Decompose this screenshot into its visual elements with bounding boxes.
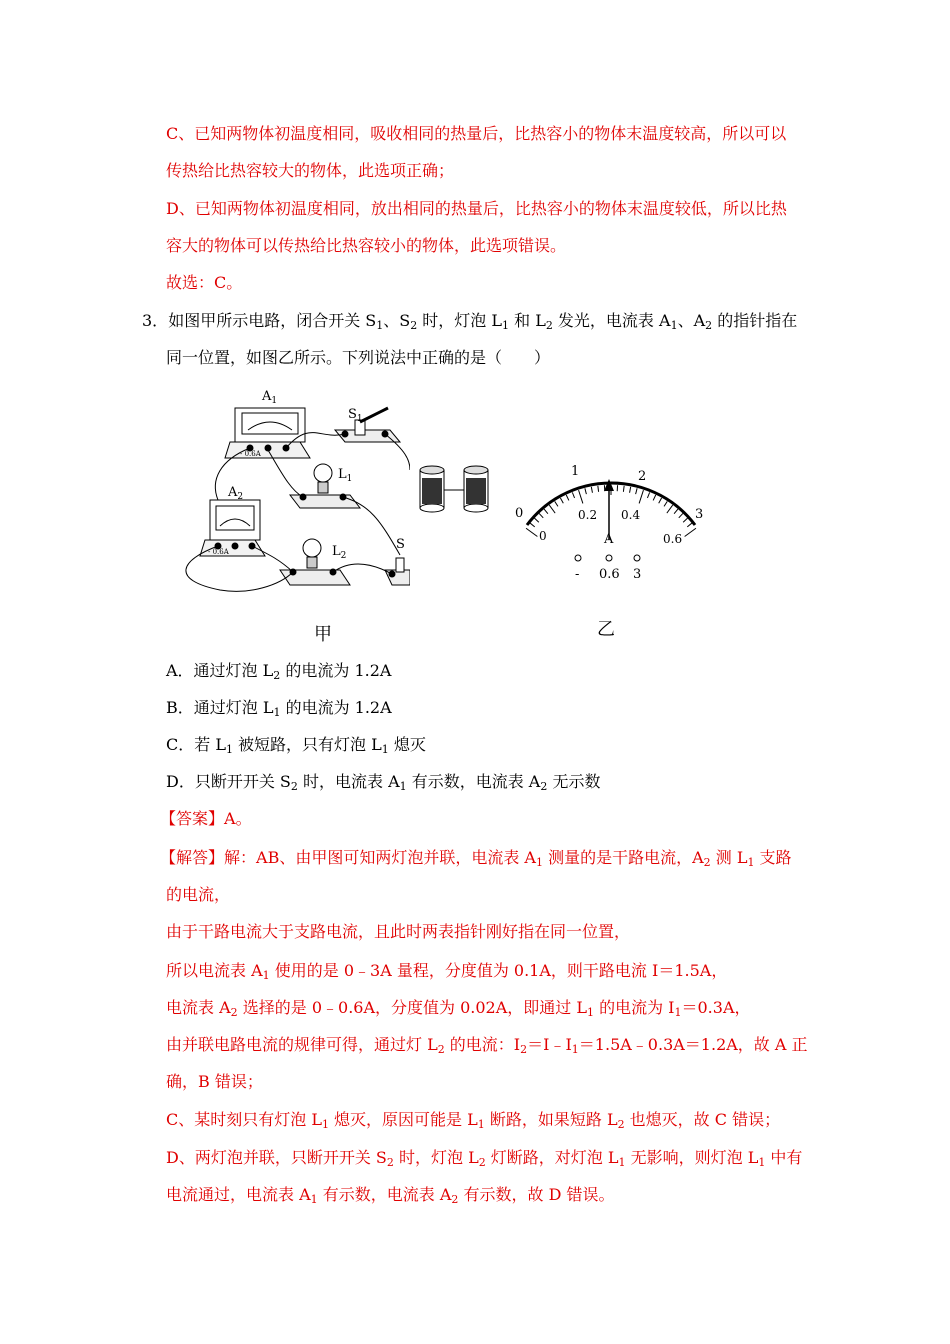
a1-range-label: - 0.6A	[240, 450, 261, 458]
dial-outer-0: 0	[515, 506, 524, 521]
dial-ticks	[526, 485, 696, 537]
dial-tick	[639, 490, 643, 503]
question-3-line1: 3．如图甲所示电路，闭合开关 $S_1$、$S_2$ 时，灯泡 $L_1$ 和 $L_2$ 发光，电流表 $A_1$、$A_2$ 的指针指在	[142, 311, 798, 332]
dial-tick	[585, 488, 586, 494]
dial-tick	[685, 528, 696, 536]
terminal-3-label: 3	[633, 567, 642, 582]
circuit-diagram	[160, 380, 410, 600]
analysis-line9: D、两灯泡并联，只断开开关 $S_2$ 时，灯泡 $L_2$ 灯断路，对灯泡 $L_1$ 无影响，则灯泡 $L_1$ 中有	[166, 1148, 803, 1169]
battery-2	[464, 466, 488, 512]
dial-tick	[530, 523, 535, 527]
prev-option-d-line2: 容大的物体可以传热给比热容较小的物体，此选项错误。	[166, 236, 567, 255]
option-c: C．若 $L_1$ 被短路，只有灯泡 $L_1$ 熄灭	[166, 735, 426, 756]
analysis-line5: 电流表 $A_2$ 选择的是 0﹣0.6A，分度值为 0.02A，即通过 $L_1$ 的电流为 $I_1=0.3A$，	[166, 998, 751, 1019]
dial-pointer	[604, 479, 614, 540]
dial-tick	[591, 487, 592, 493]
prev-choice: 故选：C。	[166, 273, 243, 292]
a1-label: $A_1$	[262, 389, 278, 406]
answer	[160, 809, 252, 829]
l2-label: $L_2$	[332, 544, 347, 561]
dial-tick	[687, 523, 692, 527]
dial-tick	[636, 488, 637, 494]
s2-label: S	[396, 537, 405, 552]
analysis-label: 【解答】	[160, 848, 225, 867]
ammeter-dial	[505, 455, 715, 585]
s1-label: $S_1$	[348, 407, 363, 424]
dial-tick	[683, 518, 687, 522]
dial-tick	[549, 505, 555, 513]
analysis-line10: 电流通过，电流表 $A_1$ 有示数，电流表 $A_2$ 有示数，故 D 错误。	[166, 1185, 615, 1206]
switch-s1	[335, 408, 400, 442]
dial-tick	[667, 505, 673, 513]
dial-tick	[555, 501, 558, 506]
ammeter-a1	[225, 408, 310, 458]
dial-tick	[534, 518, 538, 522]
dial-tick	[664, 501, 667, 506]
switch-s2	[385, 558, 410, 585]
dial-outer-3: 3	[695, 507, 704, 522]
prev-option-c-line2: 传热给比热容较大的物体，此选项正确；	[166, 161, 455, 180]
analysis-line1: 【解答】解：AB、由甲图可知两灯泡并联，电流表 $A_1$ 测量的是干路电流，$A_2$ 测 $L_1$ 支路	[160, 848, 792, 869]
dial-inner-06: 0.6	[663, 532, 683, 546]
figure-yi-caption: 乙	[597, 619, 615, 640]
analysis-line2: 的电流，	[166, 885, 231, 904]
dial-tick	[579, 490, 583, 503]
prev-option-c-line1: C、已知两物体初温度相同，吸收相同的热量后，比热容小的物体末温度较高，所以可以	[166, 124, 787, 143]
option-a: A．通过灯泡 $L_2$ 的电流为 1.2A	[166, 661, 392, 682]
dial-tick	[659, 498, 662, 503]
analysis-line7: 确，B 错误；	[166, 1072, 263, 1091]
answer-label: 【答案】	[160, 809, 225, 828]
analysis-line3: 由于干路电流大于支路电流，且此时两表指针刚好指在同一位置，	[166, 922, 631, 941]
dial-inner-02: 0.2	[578, 508, 598, 522]
dial-outer-1: 1	[571, 464, 580, 479]
analysis-line6: 由并联电路电流的规律可得，通过灯 $L_2$ 的电流：$I_2=I﹣I_1=1.5A﹣0.3A=1.2A$，故 A 正	[166, 1035, 808, 1056]
question-number: 3．	[142, 311, 169, 330]
a2-label: $A_2$	[228, 485, 244, 502]
analysis-line8: C、某时刻只有灯泡 $L_1$ 熄灭，原因可能是 $L_1$ 断路，如果短路 $L_2$ 也熄灭，故 C 错误；	[166, 1110, 781, 1131]
dial-inner-04: 0.4	[621, 508, 641, 522]
terminal-06	[606, 555, 612, 561]
dial-tick	[544, 509, 548, 514]
terminal-3	[634, 555, 640, 561]
dial-tick	[674, 509, 678, 514]
dial-tick	[572, 492, 574, 498]
dial-tick	[598, 486, 599, 492]
answer-value: A。	[224, 809, 252, 828]
dial-tick	[539, 513, 543, 517]
dial-tick	[566, 495, 569, 500]
dial-tick	[653, 495, 656, 500]
dial-tick	[647, 492, 649, 498]
a2-range-label: - 0.6A	[208, 548, 229, 556]
figure-jia-caption: 甲	[314, 624, 332, 645]
dial-center-label: A	[604, 532, 614, 547]
dial-tick	[560, 498, 563, 503]
prev-option-d-line1: D、已知两物体初温度相同，放出相同的热量后，比热容小的物体末温度较低，所以比热	[166, 199, 787, 218]
dial-tick	[623, 486, 624, 492]
analysis-line4: 所以电流表 $A_1$ 使用的是 0﹣3A 量程，分度值为 0.1A，则干路电流 I＝1.5A，	[166, 961, 728, 982]
bulb-l1	[290, 464, 360, 508]
l1-label: $L_1$	[338, 467, 353, 484]
terminal-neg-label: -	[575, 567, 580, 582]
option-b: B．通过灯泡 $L_1$ 的电流为 1.2A	[166, 698, 392, 719]
question-3-line2: 同一位置，如图乙所示。下列说法中正确的是（ ）	[166, 348, 551, 367]
dial-tick	[526, 528, 537, 536]
terminal-neg	[575, 555, 581, 561]
dial-inner-0: 0	[539, 529, 547, 543]
dial-tick	[679, 513, 683, 517]
dial-outer-2: 2	[638, 469, 647, 484]
option-d: D．只断开开关 $S_2$ 时，电流表 $A_1$ 有示数，电流表 $A_2$ 无示数	[166, 772, 601, 793]
battery-pack	[410, 460, 500, 520]
battery-1	[420, 466, 444, 512]
terminal-06-label: 0.6	[599, 567, 620, 582]
dial-tick	[630, 487, 631, 493]
